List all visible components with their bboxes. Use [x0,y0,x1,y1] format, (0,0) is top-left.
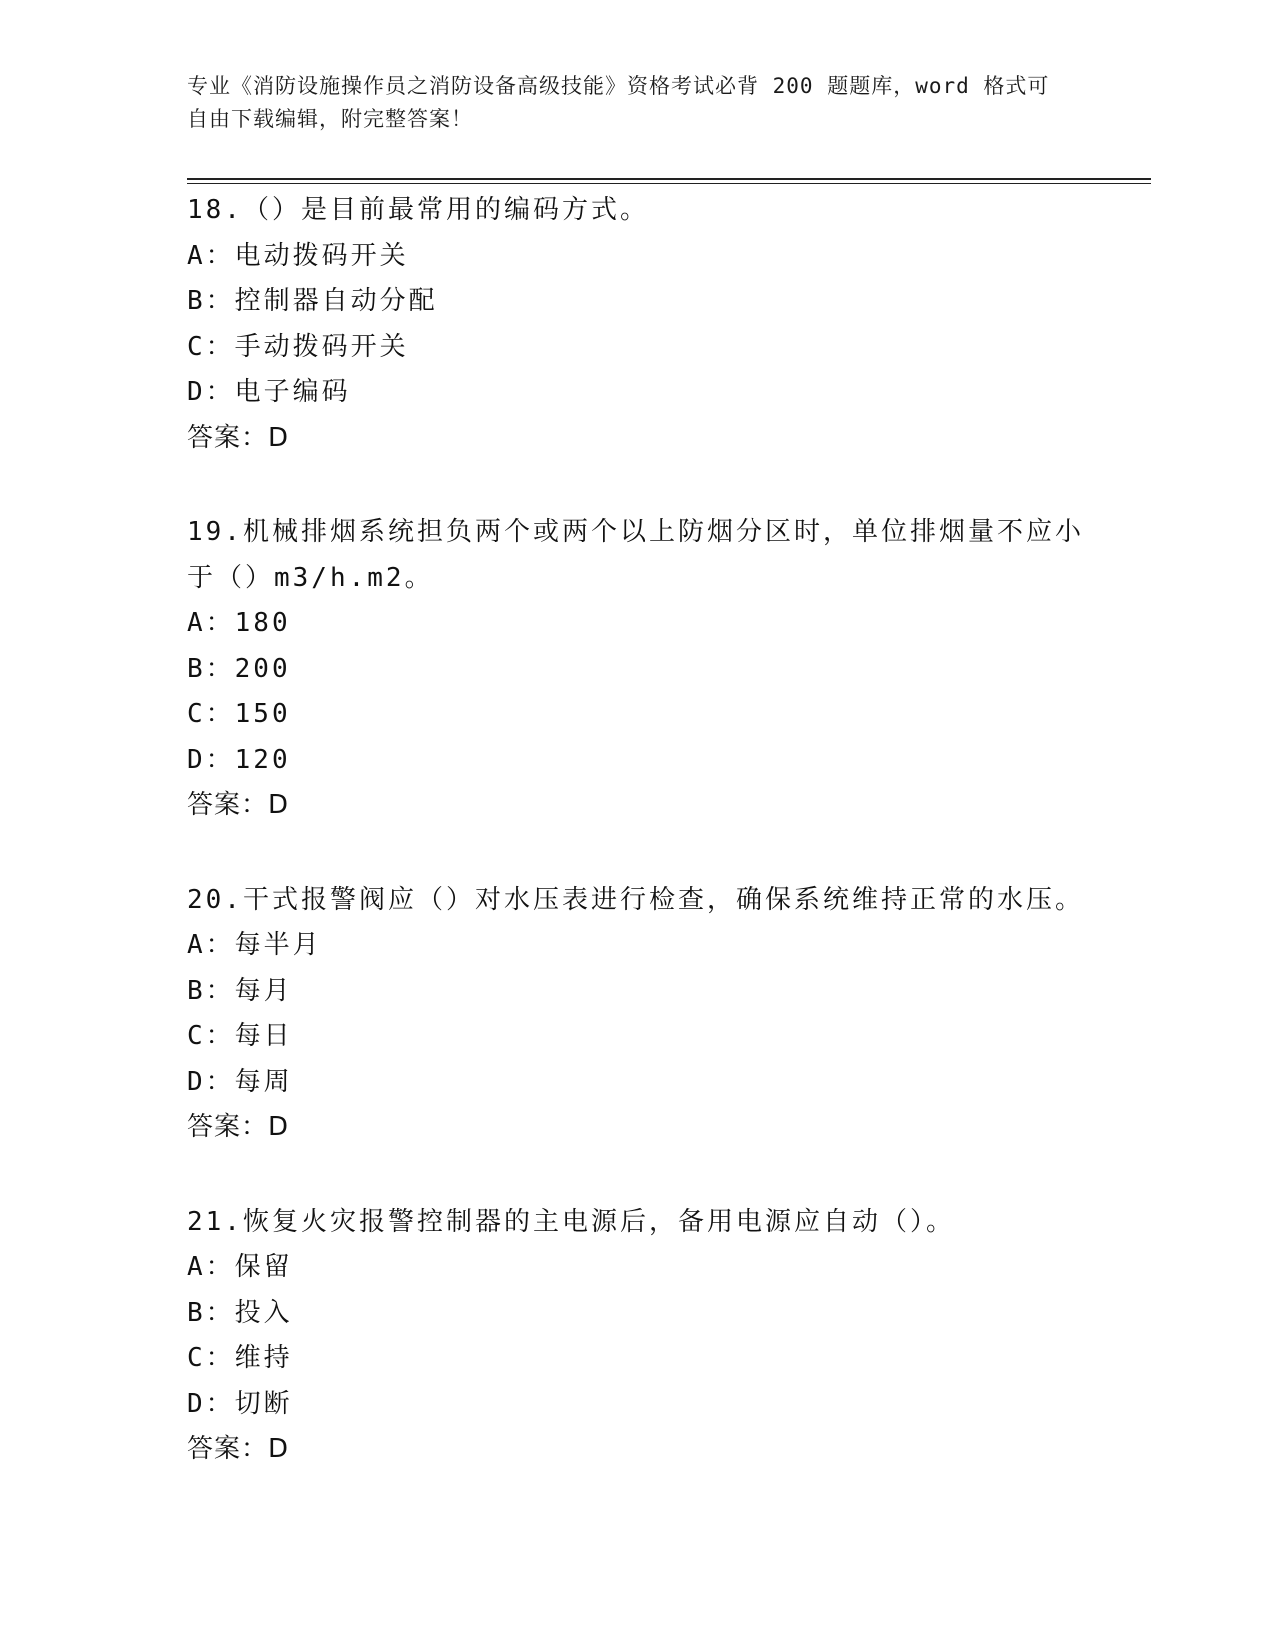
option-d: D：120 [187,744,291,775]
answer-line: 答案：D [187,1112,290,1142]
question-18 [187,188,1087,461]
question-list [187,188,1087,1522]
option-d: D：切断 [187,1388,293,1419]
answer-line: 答案：D [187,422,290,453]
option-a: A：保留 [187,1252,293,1282]
question-stem: 19.机械排烟系统担负两个或两个以上防烟分区时，单位排烟量不应小于（）m3/h.m2。 [187,517,1084,593]
question-21 [187,1200,1087,1473]
document-header: 专业《消防设施操作员之消防设备高级技能》资格考试必背 200 题题库，word 格式可自由下载编辑，附完整答案！ [187,74,1050,131]
option-b: B：控制器自动分配 [187,286,438,316]
option-c: C：手动拨码开关 [187,331,409,362]
option-a: A：电动拨码开关 [187,240,409,271]
answer-line: 答案：D [187,1434,290,1464]
option-b: B：投入 [187,1297,293,1328]
question-20 [187,878,1087,1151]
header-divider-thin [187,183,1151,184]
answer-line: 答案：D [187,790,290,820]
option-d: D：每周 [187,1066,293,1097]
question-19 [187,510,1087,829]
option-a: A：180 [187,608,291,638]
option-c: C：150 [187,699,291,729]
question-stem: 18.（）是目前最常用的编码方式。 [187,195,649,225]
option-b: B：200 [187,653,291,684]
question-stem: 20.干式报警阀应（）对水压表进行检查，确保系统维持正常的水压。 [187,884,1084,915]
option-c: C：维持 [187,1343,293,1373]
header-divider-thick [187,178,1151,180]
option-b: B：每月 [187,975,293,1006]
question-stem: 21.恢复火灾报警控制器的主电源后，备用电源应自动（）。 [187,1206,955,1237]
option-a: A：每半月 [187,930,322,960]
option-d: D：电子编码 [187,377,351,407]
option-c: C：每日 [187,1021,293,1051]
